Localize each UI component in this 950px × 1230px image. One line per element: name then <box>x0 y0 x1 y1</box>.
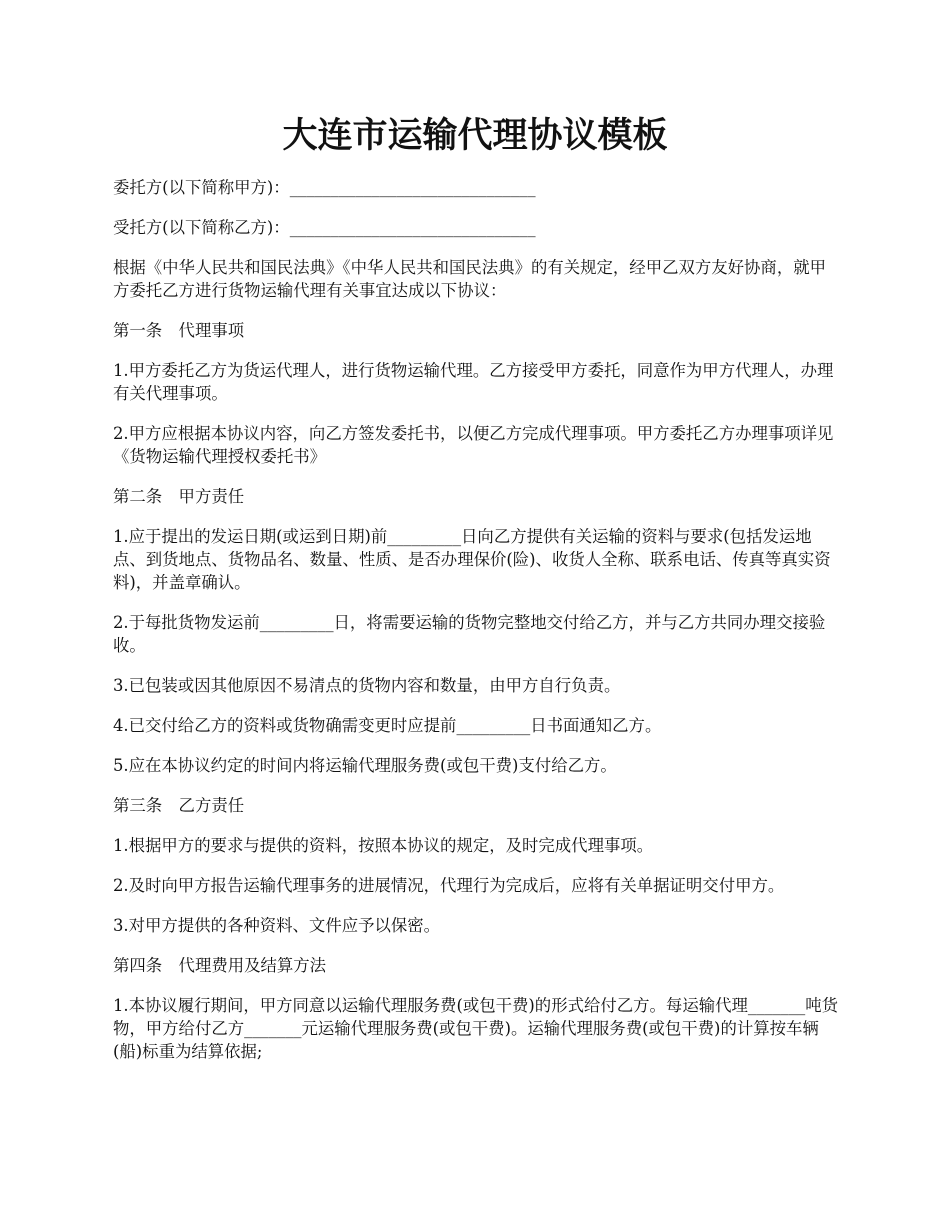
article-2-clause-4: 4.已交付给乙方的资料或货物确需变更时应提前_________日书面通知乙方。 <box>113 716 662 735</box>
article-1-heading: 第一条 代理事项 <box>113 321 245 340</box>
document-title: 大连市运输代理协议模板 <box>282 115 668 156</box>
article-3-clause-2: 2.及时向甲方报告运输代理事务的进展情况，代理行为完成后，应将有关单据证明交付甲方。 <box>113 876 785 895</box>
article-2-clause-1: 1.应于提出的发运日期(或运到日期)前_________日向乙方提供有关运输的资料与要求(包括发运地点、到货地点、货物品名、数量、性质、是否办理保价(险)、收货人全称、联系电话、传真等真实资料)，并盖章确认。 <box>113 527 831 592</box>
article-2-clause-5: 5.应在本协议约定的时间内将运输代理服务费(或包干费)支付给乙方。 <box>113 756 617 775</box>
article-2-heading: 第二条 甲方责任 <box>113 487 245 506</box>
article-4-clause-1: 1.本协议履行期间，甲方同意以运输代理服务费(或包干费)的形式给付乙方。每运输代理_______吨货物，甲方给付乙方_______元运输代理服务费(或包干费)。运输代理服务费(或包干费)的计算按车辆(船)标重为结算依据; <box>113 996 839 1061</box>
article-2-clause-2: 2.于每批货物发运前_________日，将需要运输的货物完整地交付给乙方，并与乙方共同办理交接验收。 <box>113 613 826 655</box>
article-4-heading: 第四条 代理费用及结算方法 <box>113 956 327 975</box>
party-a-line: 委托方(以下简称甲方)：______________________________ <box>113 178 536 197</box>
article-3-clause-3: 3.对甲方提供的各种资料、文件应予以保密。 <box>113 916 441 935</box>
document-body <box>113 176 839 1080</box>
article-3-heading: 第三条 乙方责任 <box>113 796 245 815</box>
article-1-clause-2: 2.甲方应根据本协议内容，向乙方签发委托书，以便乙方完成代理事项。甲方委托乙方办理事项详见《货物运输代理授权委托书》 <box>113 424 834 466</box>
article-2-clause-3: 3.已包装或因其他原因不易清点的货物内容和数量，由甲方自行负责。 <box>113 676 621 695</box>
party-b-line: 受托方(以下简称乙方)：______________________________ <box>113 218 536 237</box>
preamble-paragraph: 根据《中华人民共和国民法典》《中华人民共和国民法典》的有关规定，经甲乙双方友好协商，就甲方委托乙方进行货物运输代理有关事宜达成以下协议： <box>113 258 826 300</box>
article-3-clause-1: 1.根据甲方的要求与提供的资料，按照本协议的规定，及时完成代理事项。 <box>113 836 654 855</box>
article-1-clause-1: 1.甲方委托乙方为货运代理人，进行货物运输代理。乙方接受甲方委托，同意作为甲方代理人，办理有关代理事项。 <box>113 361 834 403</box>
